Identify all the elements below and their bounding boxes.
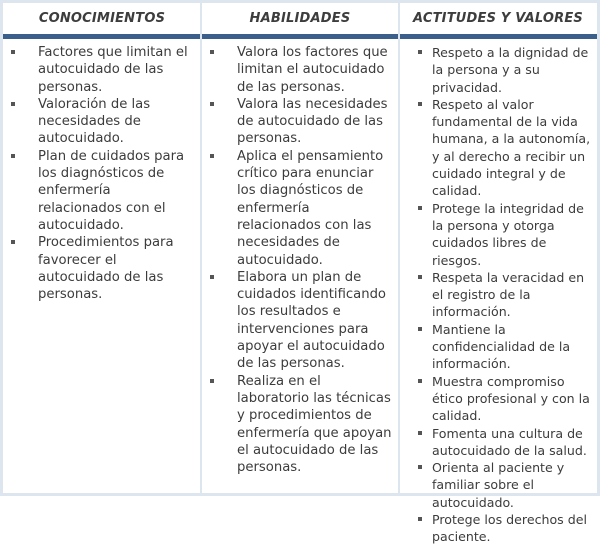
list-item [400,44,597,96]
list-item [202,148,398,269]
square-bullet-icon [418,275,422,279]
square-bullet-icon [11,240,15,244]
list-item-text: Respeta la veracidad en el registro de la información. [432,269,585,320]
conocimientos-list [3,44,200,303]
header-conocimientos: CONOCIMIENTOS [38,11,166,26]
list-item-text: Respeto a la dignidad de la persona y a su privacidad. [432,45,589,95]
square-bullet-icon [418,102,422,106]
header-habilidades: HABILIDADES [249,11,351,26]
list-item-text: Valoración de las necesidades de autocuidado. [38,96,151,147]
square-bullet-icon [418,327,422,331]
list-item [202,96,398,148]
header-actitudes-valores: ACTITUDES Y VALORES [413,11,583,26]
square-bullet-icon [210,50,214,54]
list-item-text: Respeto al valor fundamental de la vida humana, a la autonomía, y al derecho a recibir un cuidado integral y de calidad. [432,96,591,199]
list-item-text: Aplica el pensamiento crítico para enunciar los diagnósticos de enfermería relacionados con las necesidades de autocuidado. [237,148,384,268]
square-bullet-icon [210,154,214,158]
list-item-text: Protege los derechos del paciente. [432,512,587,545]
list-item [202,269,398,373]
table-body-row [3,39,597,545]
list-item [202,373,398,477]
square-bullet-icon [11,102,15,106]
column-conocimientos [3,39,200,493]
list-item [400,459,597,511]
column-habilidades [200,39,398,493]
square-bullet-icon [210,102,214,106]
actitudes-list [400,44,597,546]
list-item [3,96,200,148]
list-item-text: Elabora un plan de cuidados identificando los resultados e intervenciones para apoyar el autocuidado de las personas. [237,269,387,372]
list-item-text: Protege la integridad de la persona y otorga cuidados libres de riesgos. [432,200,584,268]
list-item-text: Factores que limitan el autocuidado de las personas. [38,45,188,95]
list-item [400,321,597,373]
list-item [400,425,597,460]
table-header-row [3,3,597,34]
list-item-text: Orienta al paciente y familiar sobre el autocuidado. [432,460,565,510]
square-bullet-icon [418,517,422,521]
list-item [3,234,200,303]
list-item [400,200,597,269]
list-item [400,511,597,546]
list-item-text: Mantiene la confidencialidad de la información. [432,321,571,372]
square-bullet-icon [418,431,422,435]
column-actitudes-valores [398,39,597,545]
list-item-text: Valora los factores que limitan el autocuidado de las personas. [237,45,388,95]
square-bullet-icon [210,275,214,279]
list-item [400,269,597,321]
square-bullet-icon [418,465,422,469]
habilidades-list [202,44,398,476]
square-bullet-icon [418,379,422,383]
list-item-text: Fomenta una cultura de autocuidado de la salud. [432,425,587,458]
square-bullet-icon [418,50,422,54]
list-item-text: Muestra compromiso ético profesional y con la calidad. [432,373,590,424]
list-item [400,373,597,425]
square-bullet-icon [11,50,15,54]
square-bullet-icon [418,206,422,210]
list-item-text: Procedimientos para favorecer el autocuidado de las personas. [38,235,174,303]
list-item [3,148,200,234]
list-item [400,96,597,200]
list-item-text: Realiza en el laboratorio las técnicas y procedimientos de enfermería que apoyan el autocuidado de las personas. [237,373,392,476]
square-bullet-icon [11,154,15,158]
list-item [202,44,398,96]
list-item-text: Valora las necesidades de autocuidado de las personas. [237,96,388,147]
list-item [3,44,200,96]
square-bullet-icon [210,379,214,383]
list-item-text: Plan de cuidados para los diagnósticos de enfermería relacionados con el autocuidado. [38,148,185,233]
